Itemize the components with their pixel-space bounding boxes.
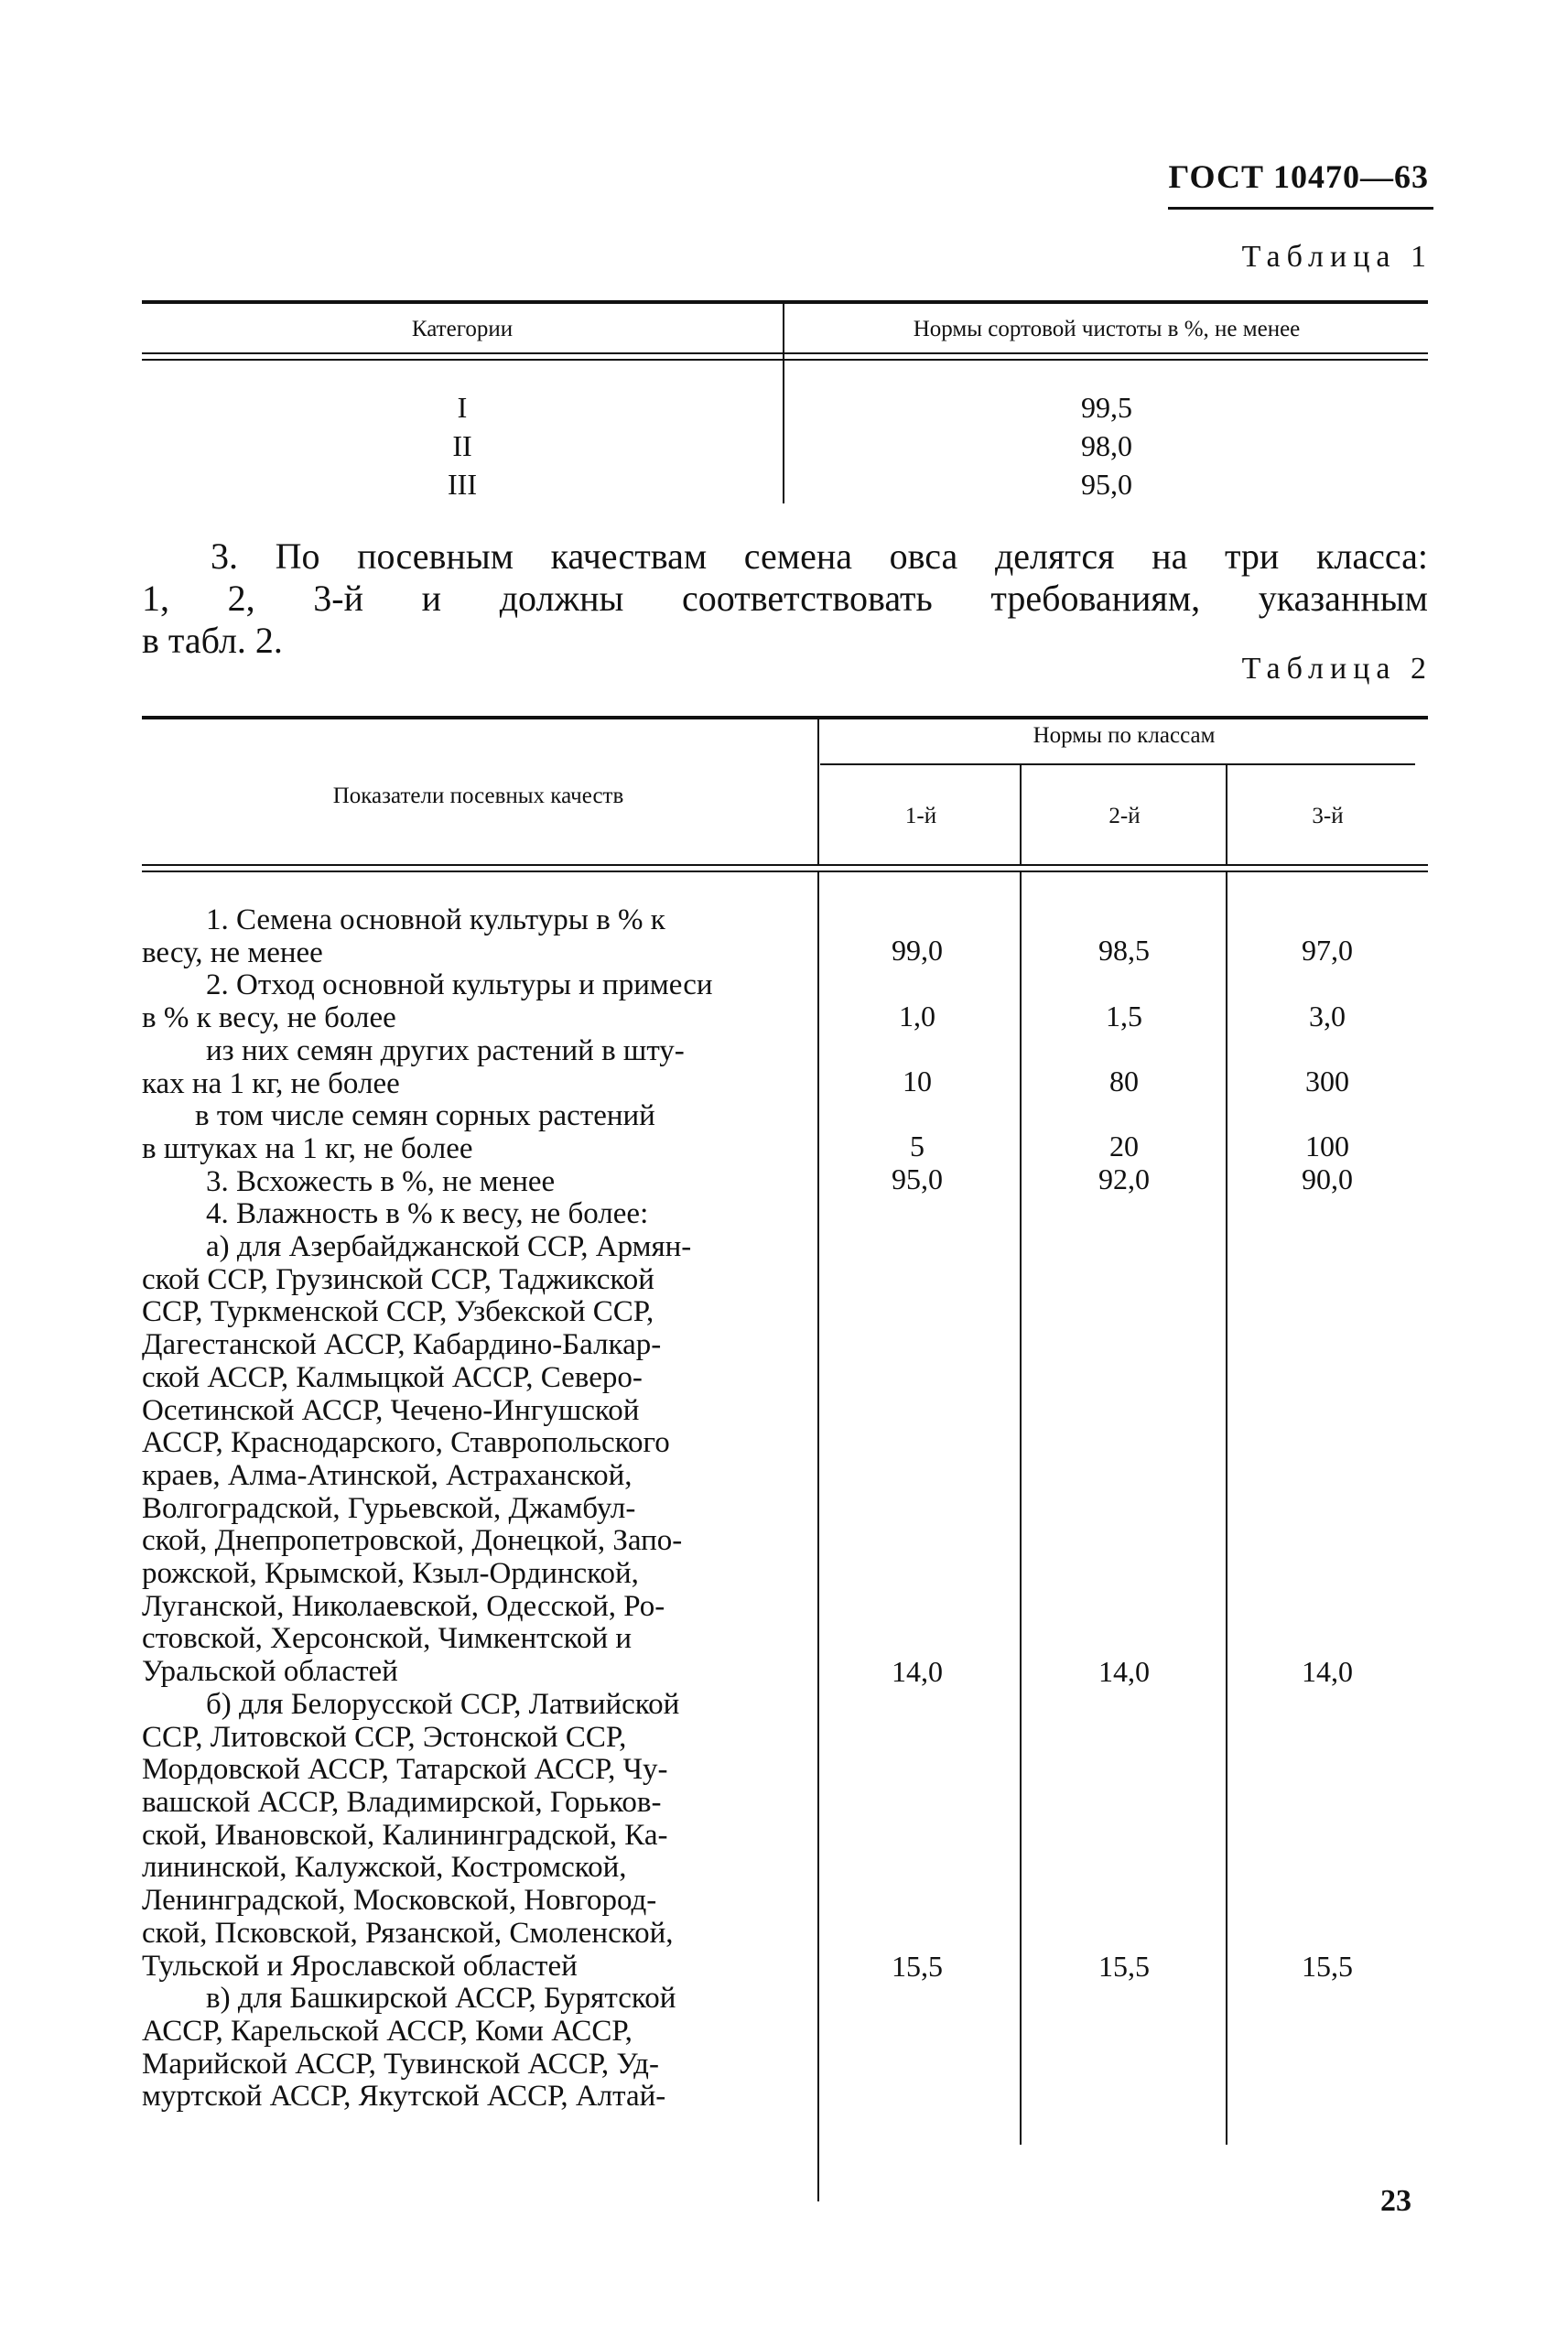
table2-divider-class23-body xyxy=(1226,872,1227,2145)
table2-r4-c1: 5 xyxy=(910,1130,925,1162)
table1-header-norms: Нормы сортовой чистоты в %, не менее xyxy=(913,317,1301,341)
table2-header-class-2: 2-й xyxy=(1108,804,1141,828)
table2-top-rule xyxy=(142,716,1428,719)
table2-r1-c2: 98,5 xyxy=(1098,934,1150,967)
table2-divider-main xyxy=(817,719,819,866)
page-number: 23 xyxy=(1380,2184,1411,2218)
table1-category: II xyxy=(452,429,472,462)
paragraph-3-line-1: 3. По посевным качествам семена овса делятся на три класса: xyxy=(211,535,1428,577)
table1-header-categories: Категории xyxy=(411,317,514,341)
table2-header-indicator: Показатели посевных качеств xyxy=(332,784,624,808)
table2-row-8-text: б) для Белорусской ССР, Латвийской ССР, Литовской ССР, Эстонской ССР, Мордовской АССР, Татарской АССР, Чу- вашской АССР, Владимирской, Горьков- ской, Ивановской, Калининградской, Ка- лининской, Калужской, Костромской, Ленинградской, Московской, Новгород- ской, Псковской, Рязанской, Смоленской, Тульской и Ярославской областей xyxy=(142,1687,680,1983)
table2-r4-c2: 20 xyxy=(1109,1130,1139,1162)
table2-r5-c1: 95,0 xyxy=(892,1162,943,1195)
table1-value: 95,0 xyxy=(1081,468,1132,501)
paragraph-3-line-2: 1, 2, 3-й и должны соответствовать требованиям, указанным xyxy=(142,578,1428,619)
table1-top-rule xyxy=(142,300,1428,304)
table2-divider-main-body xyxy=(817,872,819,2201)
table2-r4-c3: 100 xyxy=(1305,1130,1349,1162)
table1-category: III xyxy=(448,468,477,501)
table2-row-2-text: 2. Отход основной культуры и примеси в % к весу, не более xyxy=(142,968,713,1035)
table2-header-rule-2 xyxy=(142,871,1428,872)
table2-header-rule xyxy=(142,864,1428,866)
table2-row-7-text: а) для Азербайджанской ССР, Армян- ской ССР, Грузинской ССР, Таджикской ССР, Туркменской ССР, Узбекской ССР, Дагестанской АССР, Кабардино-Балкар- ской АССР, Калмыцкой АССР, Северо- Осетинской АССР, Чечено-Ингушской АССР, Краснодарского, Ставропольского краев, Алма-Атинской, Астраханской, Волгоградской, Гурьевской, Джамбул- ской, Днепропетровской, Донецкой, Запо- рожской, Крымской, Кзыл-Ординской, Луганской, Николаевской, Одесской, Ро- стовской, Херсонской, Чимкентской и Уральской областей xyxy=(142,1230,692,1689)
table2-row-1-text: 1. Семена основной культуры в % к весу, не менее xyxy=(142,903,665,969)
table2-r3-c3: 300 xyxy=(1305,1065,1349,1098)
table2-text-column xyxy=(142,904,783,2114)
document-code: ГОСТ 10470—63 xyxy=(1168,158,1429,195)
table1-value: 99,5 xyxy=(1081,391,1132,424)
table2-row-6-text: 4. Влажность в % к весу, не более: xyxy=(206,1197,649,1231)
table2-r5-c2: 92,0 xyxy=(1098,1162,1150,1195)
table2-caption: Таблица 2 xyxy=(1241,652,1433,686)
table1-caption: Таблица 1 xyxy=(1241,240,1433,274)
table2-r7-c1: 14,0 xyxy=(892,1655,943,1688)
table2-header-class-3: 3-й xyxy=(1312,804,1344,828)
table2-r3-c2: 80 xyxy=(1109,1065,1139,1098)
table2-r8-c1: 15,5 xyxy=(892,1950,943,1983)
table2-r1-c1: 99,0 xyxy=(892,934,943,967)
table1-header-rule-2 xyxy=(142,359,1428,361)
table1-values xyxy=(785,388,1428,503)
table2-r7-c2: 14,0 xyxy=(1098,1655,1150,1688)
table2-r8-c2: 15,5 xyxy=(1098,1950,1150,1983)
table1-category: I xyxy=(457,391,468,424)
table2-row-9-text: в) для Башкирской АССР, Бурятской АССР, Карельской АССР, Коми АССР, Марийской АССР, Тувинской АССР, Уд- муртской АССР, Якутской АССР, Алтай- xyxy=(142,1982,676,2114)
table2-row-4-text: в том числе семян сорных растений в штуках на 1 кг, не более xyxy=(142,1099,655,1165)
table2-r2-c1: 1,0 xyxy=(899,1000,935,1033)
table1-value: 98,0 xyxy=(1081,429,1132,462)
table2-row-3-text: из них семян других растений в шту- ках на 1 кг, не более xyxy=(142,1033,685,1100)
table2-divider-class23 xyxy=(1226,765,1227,864)
table2-divider-class12 xyxy=(1020,765,1022,864)
table2-r5-c3: 90,0 xyxy=(1302,1162,1353,1195)
table1-header-rule xyxy=(142,352,1428,354)
paragraph-3-line-3: в табл. 2. xyxy=(142,620,283,661)
table2-header-class-1: 1-й xyxy=(904,804,937,828)
table2-header-norms: Нормы по классам xyxy=(1033,723,1216,748)
table1-categories xyxy=(142,388,783,503)
table2-r2-c2: 1,5 xyxy=(1106,1000,1142,1033)
header-rule xyxy=(1168,207,1433,210)
paragraph-3 xyxy=(142,535,1428,662)
table2-r8-c3: 15,5 xyxy=(1302,1950,1353,1983)
table2-r3-c1: 10 xyxy=(903,1065,932,1098)
table2-row-5-text: 3. Всхожесть в %, не менее xyxy=(206,1164,556,1198)
table2-r7-c3: 14,0 xyxy=(1302,1655,1353,1688)
table2-norms-rule xyxy=(820,763,1415,765)
table1-column-divider xyxy=(783,304,784,503)
table2-divider-class12-body xyxy=(1020,872,1022,2145)
table2-r2-c3: 3,0 xyxy=(1309,1000,1346,1033)
table2-r1-c3: 97,0 xyxy=(1302,934,1353,967)
